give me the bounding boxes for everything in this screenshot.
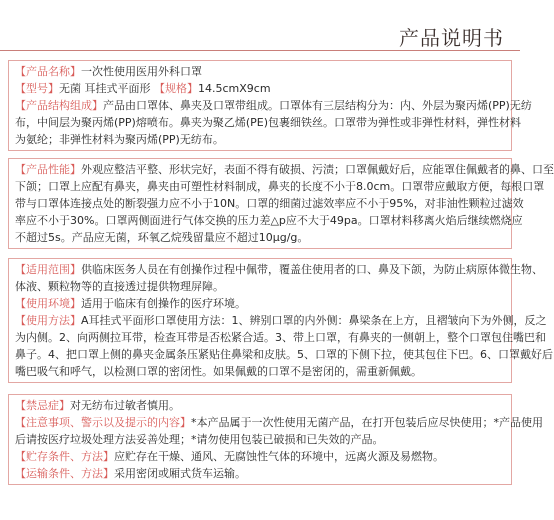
line: [15, 448, 505, 465]
text-scope-2: 体液、颗粒物等的直接透过提供物理屏障。: [15, 280, 224, 293]
label-precautions: 【注意事项、警示以及提示的内容】: [15, 416, 191, 429]
line: [15, 178, 545, 195]
line: [15, 229, 505, 246]
value-spec: 14.5cmX9cm: [198, 82, 271, 95]
label-environment: 【使用环境】: [15, 297, 81, 310]
line: [15, 363, 505, 380]
line: [15, 312, 547, 329]
label-scope: 【适用范围】: [15, 263, 81, 276]
section-basic: [8, 60, 532, 151]
line: [15, 97, 532, 114]
text-environment: 适用于临床有创操作的医疗环境。: [81, 297, 246, 310]
text-structure-2: 布，中间层为聚丙烯(PP)熔喷布。鼻夹为聚乙烯(PE)包裹细铁丝。口罩带为弹性或非弹性材料，弹性材料: [15, 116, 522, 129]
label-contraindication: 【禁忌症】: [15, 399, 70, 412]
text-transport: 采用密闭或厢式货车运输。: [114, 467, 246, 480]
label-spec: 【规格】: [154, 82, 198, 95]
line: [15, 431, 505, 448]
line: [15, 346, 553, 363]
line: [15, 278, 505, 295]
label-method: 【使用方法】: [15, 314, 81, 327]
text-performance-2: 下颌；口罩上应配有鼻夹，鼻夹由可塑性材料制成，鼻夹的长度不小于8.0cm。口罩带应戴取方便，每根口罩: [15, 180, 545, 193]
label-model: 【型号】: [15, 82, 59, 95]
line: [15, 414, 543, 431]
text-scope-1: 供临床医务人员在有创操作过程中佩带，覆盖住使用者的口、鼻及下颌，为防止病原体微生物、: [81, 263, 543, 276]
section-performance: [8, 158, 554, 249]
header: [0, 0, 520, 60]
line: [15, 114, 522, 131]
text-method-3: 鼻子。4、把口罩上侧的鼻夹金属条压紧贴住鼻梁和皮肤。5、口罩的下侧下拉，使其包住下巴。6、口罩戴好后: [15, 348, 553, 361]
label-storage: 【贮存条件、方法】: [15, 450, 114, 463]
page-title: 产品说明书: [399, 26, 504, 50]
section-warnings: [8, 394, 543, 485]
line: [15, 295, 505, 312]
line: [15, 329, 546, 346]
text-structure-1: 产品由口罩体、鼻夹及口罩带组成。口罩体有三层结构分为：内、外层为聚丙烯(PP)无纺: [103, 99, 532, 112]
line: [15, 161, 554, 178]
text-structure-3: 为氨纶；非弹性材料为聚丙烯(PP)无纺布。: [15, 133, 224, 146]
label-performance: 【产品性能】: [15, 163, 81, 176]
text-precautions-1: *本产品属于一次性使用无菌产品，在打开包装后应尽快使用；*产品使用: [191, 416, 543, 429]
text-performance-5: 不超过5s。产品应无菌，环氧乙烷残留量应不超过10μg/g。: [15, 231, 309, 244]
text-performance-1: 外观应整洁平整、形状完好，表面不得有破损、污渍；口罩佩戴好后，应能罩住佩戴者的鼻、口至: [81, 163, 554, 176]
line: [15, 80, 505, 97]
line: [15, 63, 505, 80]
line: [15, 195, 524, 212]
section-usage: [8, 258, 553, 383]
text-performance-4: 率应不小于30%。口罩两侧面进行气体交换的压力差△p应不大于49pa。口罩材料移离火焰后继续燃烧应: [15, 214, 523, 227]
text-performance-3: 带与口罩体连接点处的断裂强力应不小于10N。口罩的细菌过滤效率应不小于95%，对非油性颗粒过滤效: [15, 197, 524, 210]
label-transport: 【运输条件、方法】: [15, 467, 114, 480]
value-model: 无菌 耳挂式平面形: [59, 82, 154, 95]
line: [15, 131, 505, 148]
line: [15, 261, 543, 278]
label-product-name: 【产品名称】: [15, 65, 81, 78]
text-contraindication: 对无纺布过敏者慎用。: [70, 399, 180, 412]
title-divider: [0, 50, 520, 51]
label-structure: 【产品结构组成】: [15, 99, 103, 112]
line: [15, 465, 505, 482]
value-product-name: 一次性使用医用外科口罩: [81, 65, 202, 78]
line: [15, 397, 505, 414]
text-precautions-2: 后请按医疗垃圾处理方法妥善处理；*请勿使用包装已破损和已失效的产品。: [15, 433, 384, 446]
text-method-2: 为内侧。2、向两侧拉耳带，检查耳带是否松紧合适。3、带上口罩，有鼻夹的一侧朝上，整个口罩包住嘴巴和: [15, 331, 546, 344]
text-storage: 应贮存在干燥、通风、无腐蚀性气体的环境中，远离火源及易燃物。: [114, 450, 444, 463]
text-method-1: A耳挂式平面形口罩使用方法：1、辨别口罩的内外侧：鼻梁条在上方，且褶皱向下为外侧，反之: [81, 314, 547, 327]
line: [15, 212, 523, 229]
text-method-4: 嘴巴吸气和呼气，以检测口罩的密闭性。如果佩戴的口罩不是密闭的，需重新佩戴。: [15, 365, 422, 378]
